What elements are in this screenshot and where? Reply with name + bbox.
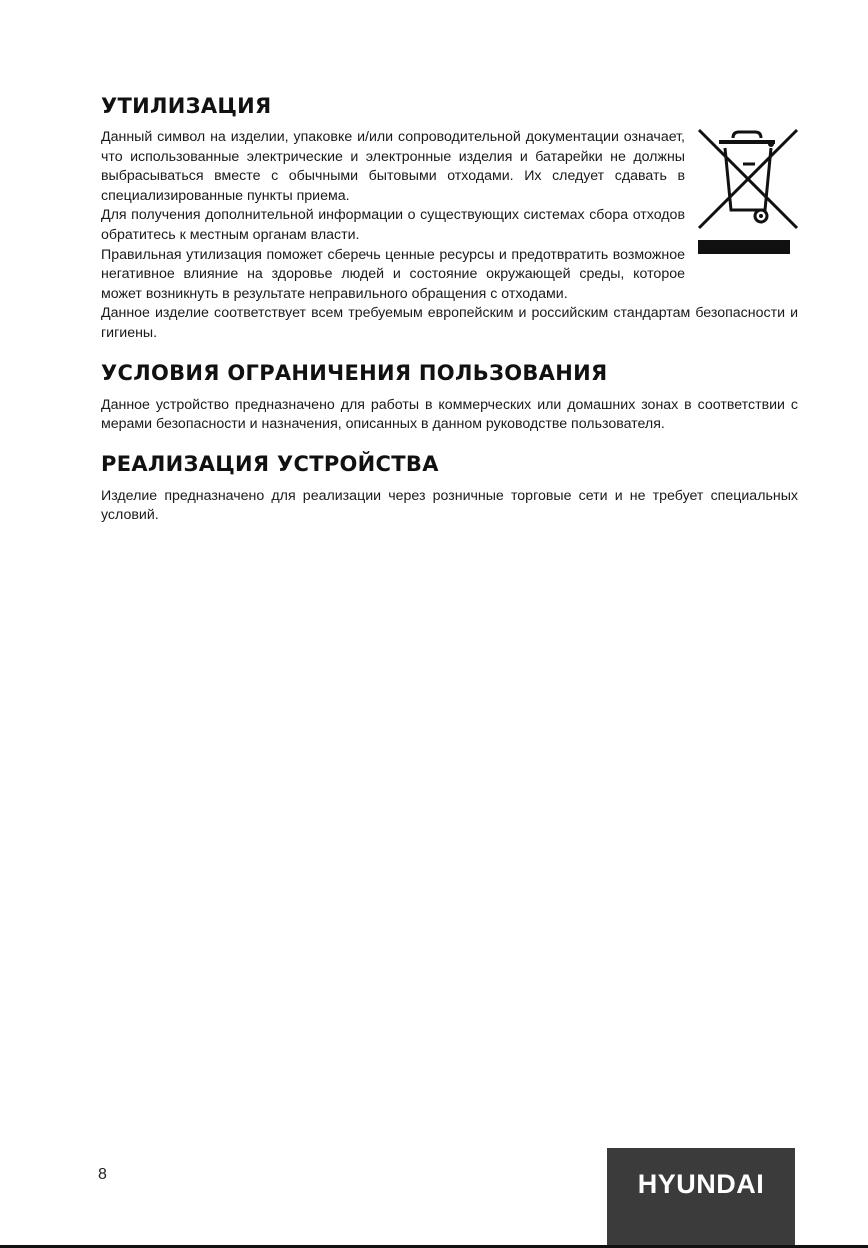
disposal-paragraph-1: Данный символ на изделии, упаковке и/или сопроводительной документации означает, что использованные электрические и электронные изделия и батарейки не должны выбрасываться вместе с обычными бытовыми отходами. Их следует сдавать в специализированные пункты приема. <box>101 129 685 204</box>
brand-logo: HYUNDAI <box>637 1168 765 1199</box>
disposal-title: УТИЛИЗАЦИЯ <box>101 94 272 118</box>
usage-title: УСЛОВИЯ ОГРАНИЧЕНИЯ ПОЛЬЗОВАНИЯ <box>101 360 608 385</box>
disposal-section <box>101 128 798 344</box>
crossed-bin-icon <box>695 124 805 236</box>
weee-bin-icon <box>695 124 805 254</box>
weee-underline-bar <box>698 240 790 254</box>
sale-title: РЕАЛИЗАЦИЯ УСТРОЙСТВА <box>101 451 439 476</box>
document-page <box>101 92 798 526</box>
disposal-paragraph-2: Для получения дополнительной информации о существующих системах сбора отходов обратитесь к местным органам власти. <box>101 207 685 243</box>
brand-logo-box <box>607 1148 795 1246</box>
disposal-paragraph-4: Данное изделие соответствует всем требуемым европейским и российским стандартам безопасности и гигиены. <box>101 305 798 341</box>
disposal-paragraph-3: Правильная утилизация поможет сберечь ценные ресурсы и предотвратить возможное негативное влияние на здоровье людей и состояние окружающей среды, которое может возникнуть в результате неправильного обращения с отходами. <box>101 246 685 302</box>
sale-paragraph-1: Изделие предназначено для реализации через розничные торговые сети и не требует специальных условий. <box>101 487 798 524</box>
page-number: 8 <box>98 1166 107 1183</box>
usage-paragraph-1: Данное устройство предназначено для работы в коммерческих или домашних зонах в соответствии с мерами безопасности и назначения, описанных в данном руководстве пользователя. <box>101 396 798 433</box>
